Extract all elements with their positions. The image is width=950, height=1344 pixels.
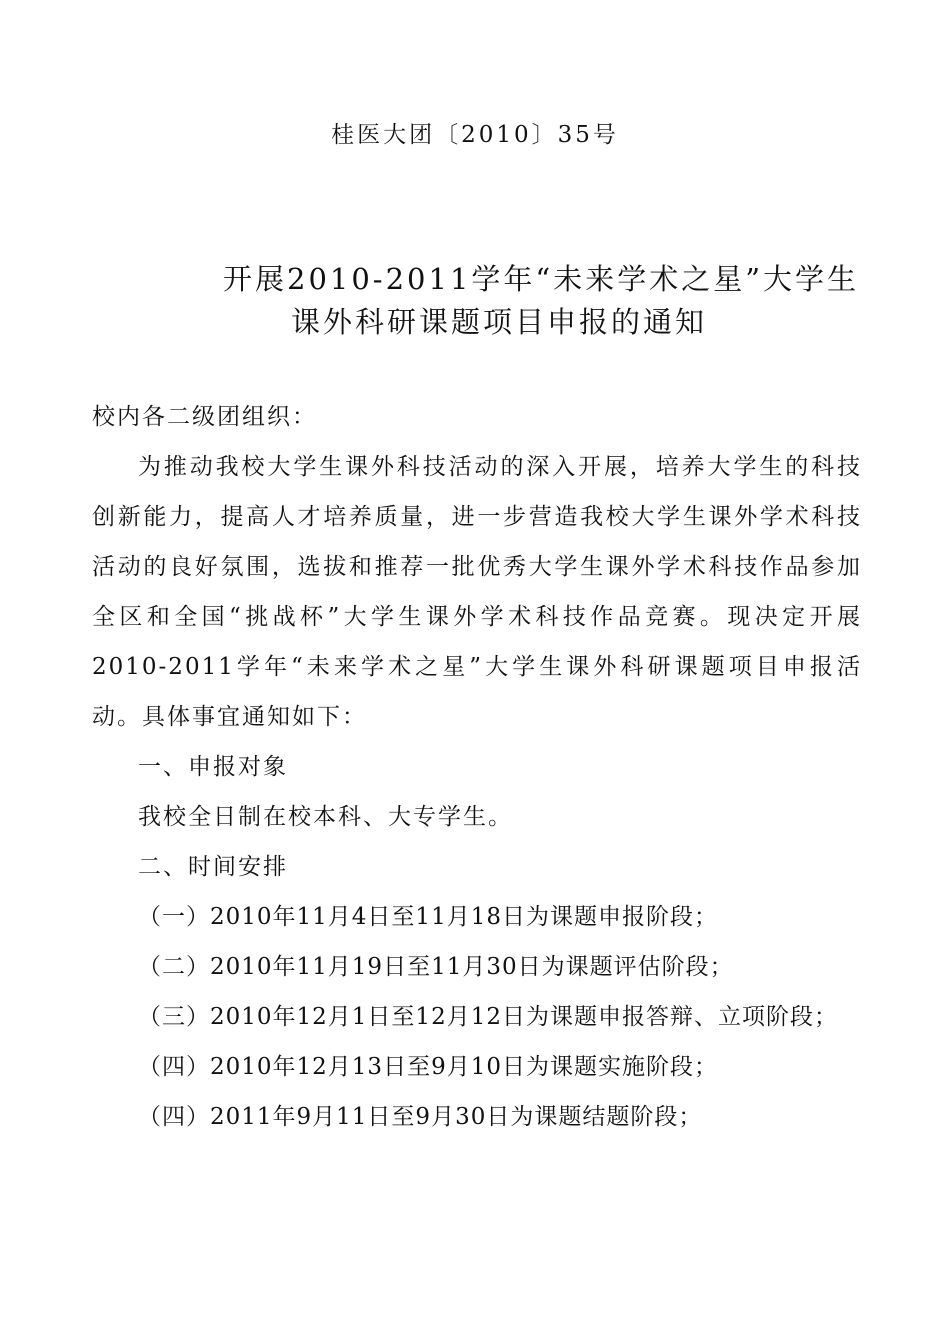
section-2-heading: 二、时间安排 bbox=[138, 854, 288, 880]
section-1-content: 我校全日制在校本科、大专学生。 bbox=[138, 804, 513, 830]
salutation: 校内各二级团组织： bbox=[92, 404, 317, 430]
title-line-2: 课外科研课题项目申报的通知 bbox=[291, 305, 708, 339]
document-number: 桂医大团〔2010〕35号 bbox=[331, 122, 619, 148]
schedule-item-2: （二）2010年11月19日至11月30日为课题评估阶段； bbox=[138, 954, 734, 980]
schedule-item-1: （一）2010年11月4日至11月18日为课题申报阶段； bbox=[138, 904, 718, 930]
schedule-item-3: （三）2010年12月1日至12月12日为课题申报答辩、立项阶段； bbox=[138, 1004, 838, 1030]
intro-paragraph: 为推动我校大学生课外科技活动的深入开展，培养大学生的科技创新能力，提高人才培养质量，进一步营造我校大学生课外学术科技活动的良好氛围，选拔和推荐一批优秀大学生课外学术科技作品参加全区和全国“挑战杯”大学生课外学术科技作品竞赛。现决定开展2010-2011学年“未来学术之星”大学生课外科研课题项目申报活动。具体事宜通知如下： bbox=[92, 454, 862, 730]
section-1-heading: 一、申报对象 bbox=[138, 754, 288, 780]
title-line-1: 开展2010-2011学年“未来学术之星”大学生 bbox=[223, 262, 860, 296]
schedule-item-5: （四）2011年9月11日至9月30日为课题结题阶段； bbox=[138, 1104, 703, 1130]
document-body bbox=[92, 392, 862, 1142]
schedule-item-4: （四）2010年12月13日至9月10日为课题实施阶段； bbox=[138, 1054, 718, 1080]
